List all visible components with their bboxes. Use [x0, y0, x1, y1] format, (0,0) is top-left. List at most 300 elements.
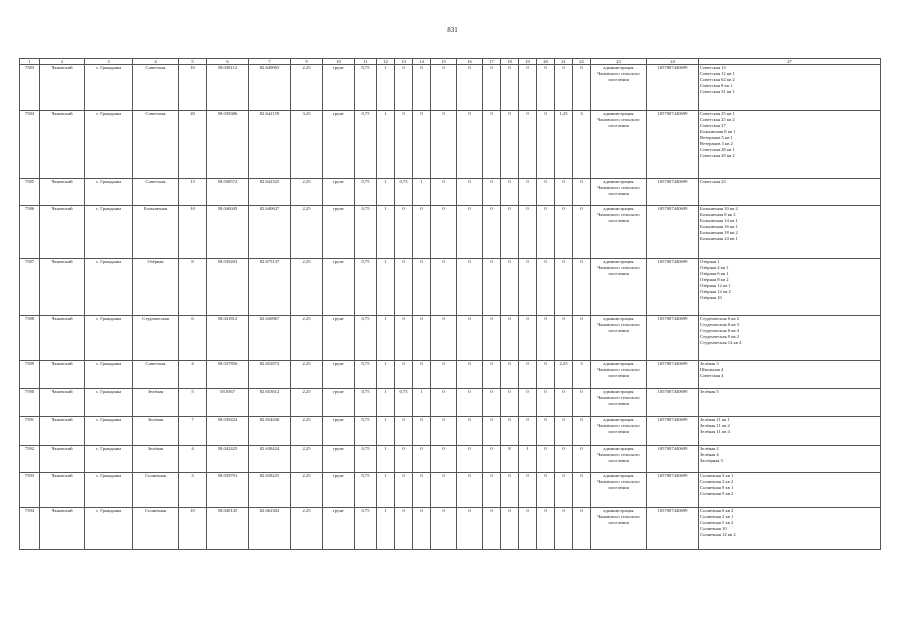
table-cell: 2,25: [555, 361, 573, 389]
column-number: 9: [291, 59, 323, 65]
address-line: Школьная 4: [700, 366, 724, 372]
table-row: [20, 508, 881, 550]
table-cell: 1: [377, 111, 395, 179]
table-cell: 0: [483, 111, 501, 179]
table-cell: 0: [519, 417, 537, 446]
table-cell: администрация Чановского сельского поселения: [591, 316, 647, 361]
table-cell: с. Гражданка: [85, 361, 133, 389]
table-cell: с. Гражданка: [85, 473, 133, 508]
table-cell: 82.642159: [249, 111, 291, 179]
table-cell: 1057007440699: [647, 111, 699, 179]
table-cell: 0: [431, 111, 457, 179]
table-cell: 0: [431, 361, 457, 389]
column-number: 3: [85, 59, 133, 65]
table-cell: 6: [179, 316, 207, 361]
table-cell: администрация Чановского сельского поселения: [591, 473, 647, 508]
address-line: Солнечная 3 кв 1: [700, 473, 734, 478]
column-number: 1: [20, 59, 40, 65]
table-cell: 3,25: [291, 111, 323, 179]
table-cell: 0: [501, 389, 519, 417]
table-cell: администрация Чановского сельского поселения: [591, 206, 647, 259]
table-cell: 0,75: [355, 361, 377, 389]
table-cell: 0: [573, 508, 591, 550]
address-line: Зелёная 5: [700, 389, 719, 394]
table-cell: грунт: [323, 473, 355, 508]
table-cell: с. Гражданка: [85, 65, 133, 111]
table-cell: 0: [555, 65, 573, 111]
table-cell: с. Гражданка: [85, 446, 133, 473]
table-cell: администрация Чановского сельского поселения: [591, 446, 647, 473]
address-line: Солнечная 10: [700, 525, 727, 531]
table-cell: 58.038572: [207, 179, 249, 206]
table-cell: 2,25: [291, 259, 323, 316]
table-cell: Зелёная: [133, 446, 179, 473]
table-cell: грунт: [323, 206, 355, 259]
table-cell: 0: [431, 417, 457, 446]
table-cell: 0: [537, 361, 555, 389]
table-cell: 58.042425: [207, 446, 249, 473]
table-cell: 82.658225: [249, 473, 291, 508]
address-line: Озёрная 12 кв 1: [700, 282, 731, 288]
table-cell: 0,75: [355, 417, 377, 446]
addresses-cell: [699, 473, 881, 508]
address-line: Советская 62 кв 2: [700, 76, 735, 82]
table-cell: с. Гражданка: [85, 508, 133, 550]
table-cell: 0: [457, 446, 483, 473]
table-cell: 0: [555, 473, 573, 508]
address-line: Солнечная 6 кв 2: [700, 508, 734, 513]
table-cell: 0: [555, 179, 573, 206]
table-cell: 0: [519, 65, 537, 111]
table-cell: 0: [431, 508, 457, 550]
address-line: Озёрная 1: [700, 259, 720, 264]
table-cell: 0: [573, 206, 591, 259]
table-cell: 2,25: [291, 417, 323, 446]
table-cell: 1: [413, 179, 431, 206]
table-cell: грунт: [323, 111, 355, 179]
table-cell: Советская: [133, 361, 179, 389]
address-line: Студенческая 6 кв 2: [700, 316, 740, 321]
table-row: [20, 361, 881, 389]
table-cell: 1057007440699: [647, 316, 699, 361]
table-cell: 2,25: [291, 389, 323, 417]
table-row: [20, 111, 881, 179]
table-cell: 0: [457, 473, 483, 508]
table-cell: 1057007440699: [647, 473, 699, 508]
column-number: 16: [457, 59, 483, 65]
table-cell: грунт: [323, 446, 355, 473]
table-cell: 0: [457, 361, 483, 389]
table-cell: 0: [573, 389, 591, 417]
table-cell: 7590: [20, 389, 40, 417]
table-cell: грунт: [323, 508, 355, 550]
table-cell: 0: [555, 259, 573, 316]
table-cell: 0: [501, 361, 519, 389]
table-cell: 10: [179, 508, 207, 550]
table-cell: грунт: [323, 179, 355, 206]
table-cell: 10: [179, 206, 207, 259]
table-cell: 82.640637: [249, 206, 291, 259]
table-cell: 0: [457, 389, 483, 417]
table-cell: 0: [431, 389, 457, 417]
table-cell: 1057007440699: [647, 259, 699, 316]
column-number: 17: [483, 59, 501, 65]
address-line: Ветеранов 3 кв 2: [700, 140, 733, 146]
table-cell: 10: [179, 65, 207, 111]
table-cell: администрация Чановского сельского поселения: [591, 389, 647, 417]
addresses-cell: [699, 316, 881, 361]
addresses-cell: [699, 446, 881, 473]
table-cell: администрация Чановского сельского поселения: [591, 361, 647, 389]
table-cell: Советская: [133, 179, 179, 206]
page-number: 831: [447, 26, 458, 34]
table-cell: 58.039263: [207, 259, 249, 316]
table-cell: 2,25: [291, 179, 323, 206]
table-row: [20, 179, 881, 206]
address-line: Советская 12 кв 1: [700, 70, 735, 76]
table-cell: 7594: [20, 508, 40, 550]
table-cell: 13: [179, 179, 207, 206]
table-cell: Зелёная: [133, 389, 179, 417]
table-cell: администрация Чановского сельского поселения: [591, 417, 647, 446]
table-cell: Чановский: [40, 417, 85, 446]
table-cell: 0: [519, 316, 537, 361]
table-cell: 0: [519, 111, 537, 179]
table-cell: 3: [573, 361, 591, 389]
table-row: [20, 446, 881, 473]
address-line: Ветеранов 5 кв 1: [700, 134, 733, 140]
table-cell: 82.638424: [249, 446, 291, 473]
table-cell: 2,25: [291, 508, 323, 550]
addresses-cell: [699, 417, 881, 446]
table-cell: Чановский: [40, 65, 85, 111]
column-number: 23: [591, 59, 647, 65]
table-cell: 7585: [20, 179, 40, 206]
column-number: 2: [40, 59, 85, 65]
table-cell: 82.652872: [249, 361, 291, 389]
table-cell: грунт: [323, 361, 355, 389]
table-cell: с. Гражданка: [85, 259, 133, 316]
table-cell: 0: [519, 259, 537, 316]
table-cell: 0: [483, 446, 501, 473]
table-cell: 0: [573, 65, 591, 111]
table-cell: 0: [413, 417, 431, 446]
table-cell: 0: [573, 417, 591, 446]
table-row: [20, 473, 881, 508]
table-cell: 0: [483, 259, 501, 316]
address-line: Студенческая 6 кв 4: [700, 327, 740, 333]
table-cell: 0: [413, 206, 431, 259]
table-cell: 0: [537, 259, 555, 316]
table-cell: 0: [537, 417, 555, 446]
table-cell: 0: [395, 361, 413, 389]
address-line: Зелёная 11 кв 1: [700, 417, 730, 422]
table-cell: Советская: [133, 111, 179, 179]
table-cell: 0,75: [355, 473, 377, 508]
table-cell: 0: [483, 206, 501, 259]
table-cell: 0: [457, 417, 483, 446]
table-cell: 0: [537, 111, 555, 179]
table-cell: 0: [457, 508, 483, 550]
address-line: Советская 4: [700, 372, 724, 378]
table-cell: 0: [395, 508, 413, 550]
register-table: [19, 58, 881, 550]
table-cell: администрация Чановского сельского поселения: [591, 179, 647, 206]
table-cell: 82.662302: [249, 508, 291, 550]
address-line: Советская 25 кв 2: [700, 116, 735, 122]
table-cell: 0: [555, 206, 573, 259]
column-number: 4: [133, 59, 179, 65]
table-cell: 0: [519, 389, 537, 417]
table-cell: 1: [377, 179, 395, 206]
address-line: Зелёная 4: [700, 451, 719, 457]
addresses-cell: [699, 179, 881, 206]
address-line: Солнечная 9 кв 1: [700, 484, 734, 490]
table-cell: 0: [519, 473, 537, 508]
column-number: 13: [395, 59, 413, 65]
table-cell: 7586: [20, 206, 40, 259]
address-line: Советская 29 кв 2: [700, 152, 735, 158]
table-cell: 0: [537, 179, 555, 206]
table-cell: 0,75: [395, 389, 413, 417]
table-cell: 0: [395, 446, 413, 473]
table-cell: 0: [537, 508, 555, 550]
table-cell: 0: [573, 446, 591, 473]
table-cell: 82.642325: [249, 179, 291, 206]
table-cell: 1: [413, 389, 431, 417]
table-cell: 1057007440699: [647, 389, 699, 417]
address-line: Советская 13: [700, 65, 726, 70]
table-cell: грунт: [323, 389, 355, 417]
address-line: Озёрная 12 кв 2: [700, 288, 731, 294]
address-line: Больничная 8 кв 1: [700, 128, 736, 134]
table-cell: 0: [555, 446, 573, 473]
column-number: 27: [699, 59, 881, 65]
table-cell: 0: [413, 111, 431, 179]
table-cell: 2,25: [291, 361, 323, 389]
table-cell: 0: [501, 206, 519, 259]
table-cell: 1: [377, 389, 395, 417]
table-cell: Студенческая: [133, 316, 179, 361]
address-line: Советская 23: [700, 179, 726, 184]
table-cell: 1057007440699: [647, 417, 699, 446]
table-cell: 1057007440699: [647, 206, 699, 259]
address-line: Больничная 10 кв 2: [700, 206, 738, 211]
table-cell: грунт: [323, 259, 355, 316]
table-cell: 7589: [20, 361, 40, 389]
table-cell: 82.653612: [249, 389, 291, 417]
address-line: Озёрная 6 кв 1: [700, 270, 729, 276]
table-cell: 58.039424: [207, 417, 249, 446]
table-cell: 0: [501, 316, 519, 361]
table-cell: 0: [457, 206, 483, 259]
table-cell: 0: [537, 446, 555, 473]
table-row: [20, 417, 881, 446]
table-cell: 1: [377, 206, 395, 259]
table-cell: 0: [555, 417, 573, 446]
table-cell: 0: [413, 473, 431, 508]
address-line: Больничная 16 кв 1: [700, 223, 738, 229]
column-number: 20: [537, 59, 555, 65]
table-cell: Чановский: [40, 111, 85, 179]
address-line: Зелёная 2: [700, 446, 719, 451]
table-cell: Чановский: [40, 389, 85, 417]
address-line: Зелёная 11 кв 2: [700, 422, 730, 428]
table-cell: 1057007440699: [647, 508, 699, 550]
table-cell: 0: [395, 473, 413, 508]
table-cell: 1: [377, 316, 395, 361]
table-cell: 0: [413, 446, 431, 473]
table-cell: 0: [555, 508, 573, 550]
table-cell: 58.039791: [207, 473, 249, 508]
table-cell: Зелёная: [133, 417, 179, 446]
table-cell: Чановский: [40, 361, 85, 389]
table-cell: 0,75: [355, 508, 377, 550]
table-cell: с. Гражданка: [85, 417, 133, 446]
table-cell: 8: [501, 446, 519, 473]
table-cell: 0: [483, 361, 501, 389]
table-cell: 7: [179, 417, 207, 446]
addresses-cell: [699, 389, 881, 417]
table-cell: администрация Чановского сельского поселения: [591, 508, 647, 550]
table-cell: 82.654436: [249, 417, 291, 446]
table-cell: 0: [483, 473, 501, 508]
table-cell: с. Гражданка: [85, 206, 133, 259]
table-cell: 1,25: [555, 111, 573, 179]
table-cell: 0: [395, 259, 413, 316]
table-cell: 0: [395, 65, 413, 111]
address-line: Советская 28 кв 1: [700, 146, 735, 152]
table-cell: 0: [519, 508, 537, 550]
column-number: 12: [377, 59, 395, 65]
table-cell: 0: [413, 508, 431, 550]
table-cell: 0,75: [395, 179, 413, 206]
table-cell: с. Гражданка: [85, 316, 133, 361]
address-line: Заозёрная 3: [700, 457, 723, 463]
table-cell: 4: [179, 446, 207, 473]
table-cell: 0: [457, 65, 483, 111]
address-line: Советская 8 кв 1: [700, 82, 733, 88]
table-cell: 0,75: [355, 316, 377, 361]
table-row: [20, 206, 881, 259]
table-cell: 2,25: [291, 206, 323, 259]
table-cell: администрация Чановского сельского поселения: [591, 111, 647, 179]
table-cell: 0: [413, 65, 431, 111]
table-cell: 0: [519, 206, 537, 259]
table-cell: 0: [519, 361, 537, 389]
table-cell: 0: [457, 316, 483, 361]
table-cell: 0: [483, 65, 501, 111]
column-number: 19: [519, 59, 537, 65]
table-cell: 58.041812: [207, 316, 249, 361]
table-cell: с. Гражданка: [85, 179, 133, 206]
table-cell: 7592: [20, 446, 40, 473]
table-cell: 58.040145: [207, 508, 249, 550]
address-line: Больничная 18 кв 2: [700, 229, 738, 235]
table-cell: 0: [395, 417, 413, 446]
table-cell: 0: [431, 316, 457, 361]
table-cell: 2,25: [291, 316, 323, 361]
address-line: Советская 31 кв 1: [700, 88, 735, 94]
table-cell: 0: [395, 316, 413, 361]
table-cell: администрация Чановского сельского поселения: [591, 65, 647, 111]
table-row: [20, 389, 881, 417]
address-line: Солнечная 12 кв 2: [700, 531, 736, 537]
table-cell: Чановский: [40, 446, 85, 473]
table-cell: 4: [179, 361, 207, 389]
table-cell: Солнечная: [133, 473, 179, 508]
column-number: 15: [431, 59, 457, 65]
table-cell: 0: [431, 259, 457, 316]
table-cell: 3: [179, 473, 207, 508]
table-cell: 0: [413, 316, 431, 361]
table-cell: 1: [377, 65, 395, 111]
table-cell: 0,75: [355, 389, 377, 417]
table-cell: 0: [457, 179, 483, 206]
table-cell: 7584: [20, 111, 40, 179]
column-number: 21: [555, 59, 573, 65]
table-cell: 1057007440699: [647, 179, 699, 206]
column-number: 22: [573, 59, 591, 65]
table-cell: 0: [537, 206, 555, 259]
table-cell: Чановский: [40, 179, 85, 206]
table-cell: 82.675137: [249, 259, 291, 316]
addresses-cell: [699, 508, 881, 550]
table-cell: 0: [483, 508, 501, 550]
table-cell: 1: [377, 508, 395, 550]
table-row: [20, 259, 881, 316]
addresses-cell: [699, 361, 881, 389]
table-cell: Чановский: [40, 316, 85, 361]
table-cell: 3: [573, 111, 591, 179]
table-cell: грунт: [323, 316, 355, 361]
table-cell: 1: [377, 473, 395, 508]
table-cell: 58.038112: [207, 65, 249, 111]
table-cell: 0,75: [355, 259, 377, 316]
table-cell: 0: [555, 316, 573, 361]
table-cell: 1057007440699: [647, 65, 699, 111]
table-cell: 7588: [20, 316, 40, 361]
table-cell: 2,25: [291, 65, 323, 111]
table-cell: 0: [501, 259, 519, 316]
table-cell: грунт: [323, 65, 355, 111]
address-line: Советская 25 кв 1: [700, 111, 735, 116]
table-cell: 1: [377, 259, 395, 316]
table-cell: 0: [483, 389, 501, 417]
table-cell: 0: [555, 389, 573, 417]
table-cell: 58.037856: [207, 361, 249, 389]
table-cell: 0: [457, 111, 483, 179]
table-cell: 58.039386: [207, 111, 249, 179]
table-cell: 7587: [20, 259, 40, 316]
column-number: 24: [647, 59, 699, 65]
table-cell: Чановский: [40, 508, 85, 550]
table-cell: 20: [179, 111, 207, 179]
table-cell: 8: [179, 259, 207, 316]
addresses-cell: [699, 206, 881, 259]
table-cell: 0: [519, 179, 537, 206]
table-cell: 0: [501, 111, 519, 179]
table-cell: 7583: [20, 65, 40, 111]
table-cell: 1057007440699: [647, 361, 699, 389]
column-number: 14: [413, 59, 431, 65]
table-cell: 5: [179, 389, 207, 417]
table-cell: Солнечная: [133, 508, 179, 550]
table-cell: 7591: [20, 417, 40, 446]
table-cell: администрация Чановского сельского поселения: [591, 259, 647, 316]
address-line: Больничная 24 кв 1: [700, 235, 738, 241]
table-cell: Чановский: [40, 473, 85, 508]
